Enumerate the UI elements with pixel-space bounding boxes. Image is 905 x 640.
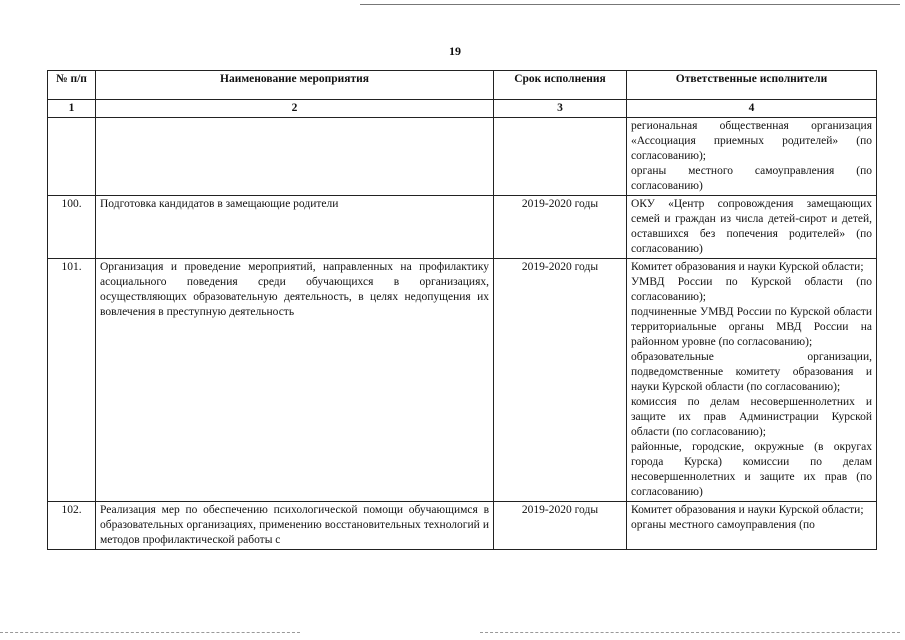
measure-name: Реализация мер по обеспечению психологической помощи обучающимся в образовательных организациях, применению восстановительных технологий и методов профилактической работы с xyxy=(96,502,494,550)
responsible-executors xyxy=(627,118,877,196)
column-index: 3 xyxy=(494,100,627,118)
responsible-entry: районные, городские, окружные (в округах города Курска) комиссии по делам несовершеннолетних и защите их прав (по согласованию) xyxy=(631,441,872,498)
column-index-row xyxy=(48,100,877,118)
responsible-entry: региональная общественная организация «Ассоциация приемных родителей» (по согласованию); xyxy=(631,120,872,162)
responsible-entry: органы местного самоуправления (по согласованию) xyxy=(631,165,872,192)
responsible-executors xyxy=(627,259,877,502)
measures-table xyxy=(47,70,877,550)
header-date: Срок исполнения xyxy=(494,71,627,100)
header-name: Наименование мероприятия xyxy=(96,71,494,100)
responsible-entry: комиссия по делам несовершеннолетних и защите их прав Администрации Курской области (по согласованию); xyxy=(631,396,872,438)
responsible-entry: органы местного самоуправления (по xyxy=(631,519,815,531)
deadline xyxy=(494,118,627,196)
row-number: 102. xyxy=(48,502,96,550)
measure-name: Подготовка кандидатов в замещающие родители xyxy=(96,196,494,259)
row-number: 100. xyxy=(48,196,96,259)
bottom-rule-left xyxy=(0,632,300,633)
column-index: 2 xyxy=(96,100,494,118)
responsible-entry: образовательные организации, подведомственные комитету образования и науки Курской области (по согласованию); xyxy=(631,351,872,393)
measure-name xyxy=(96,118,494,196)
table-row xyxy=(48,118,877,196)
header-resp: Ответственные исполнители xyxy=(627,71,877,100)
page-number: 19 xyxy=(449,44,461,58)
column-index: 1 xyxy=(48,100,96,118)
table-row xyxy=(48,259,877,502)
header-num: № п/п xyxy=(48,71,96,100)
responsible-entry: Комитет образования и науки Курской области; xyxy=(631,504,864,516)
table-row xyxy=(48,196,877,259)
responsible-entry: ОКУ «Центр сопровождения замещающих семей и граждан из числа детей-сирот и детей, оставшихся без попечения родителей» (по согласованию) xyxy=(631,198,872,255)
responsible-entry: УМВД России по Курской области (по согласованию); xyxy=(631,276,872,303)
responsible-executors xyxy=(627,502,877,550)
responsible-entry: подчиненные УМВД России по Курской области территориальные органы МВД России на районном уровне (по согласованию); xyxy=(631,306,872,348)
deadline: 2019-2020 годы xyxy=(494,259,627,502)
row-number xyxy=(48,118,96,196)
row-number: 101. xyxy=(48,259,96,502)
measure-name: Организация и проведение мероприятий, направленных на профилактику асоциального поведения среди обучающихся в организациях, осуществляющих образовательную деятельность, в целях недопущения их вовлечения в преступную деятельность xyxy=(96,259,494,502)
table-header-row xyxy=(48,71,877,100)
deadline: 2019-2020 годы xyxy=(494,196,627,259)
bottom-rule-right xyxy=(480,632,900,633)
top-rule xyxy=(360,4,900,5)
responsible-executors xyxy=(627,196,877,259)
table-row xyxy=(48,502,877,550)
responsible-entry: Комитет образования и науки Курской области; xyxy=(631,261,864,273)
column-index: 4 xyxy=(627,100,877,118)
deadline: 2019-2020 годы xyxy=(494,502,627,550)
